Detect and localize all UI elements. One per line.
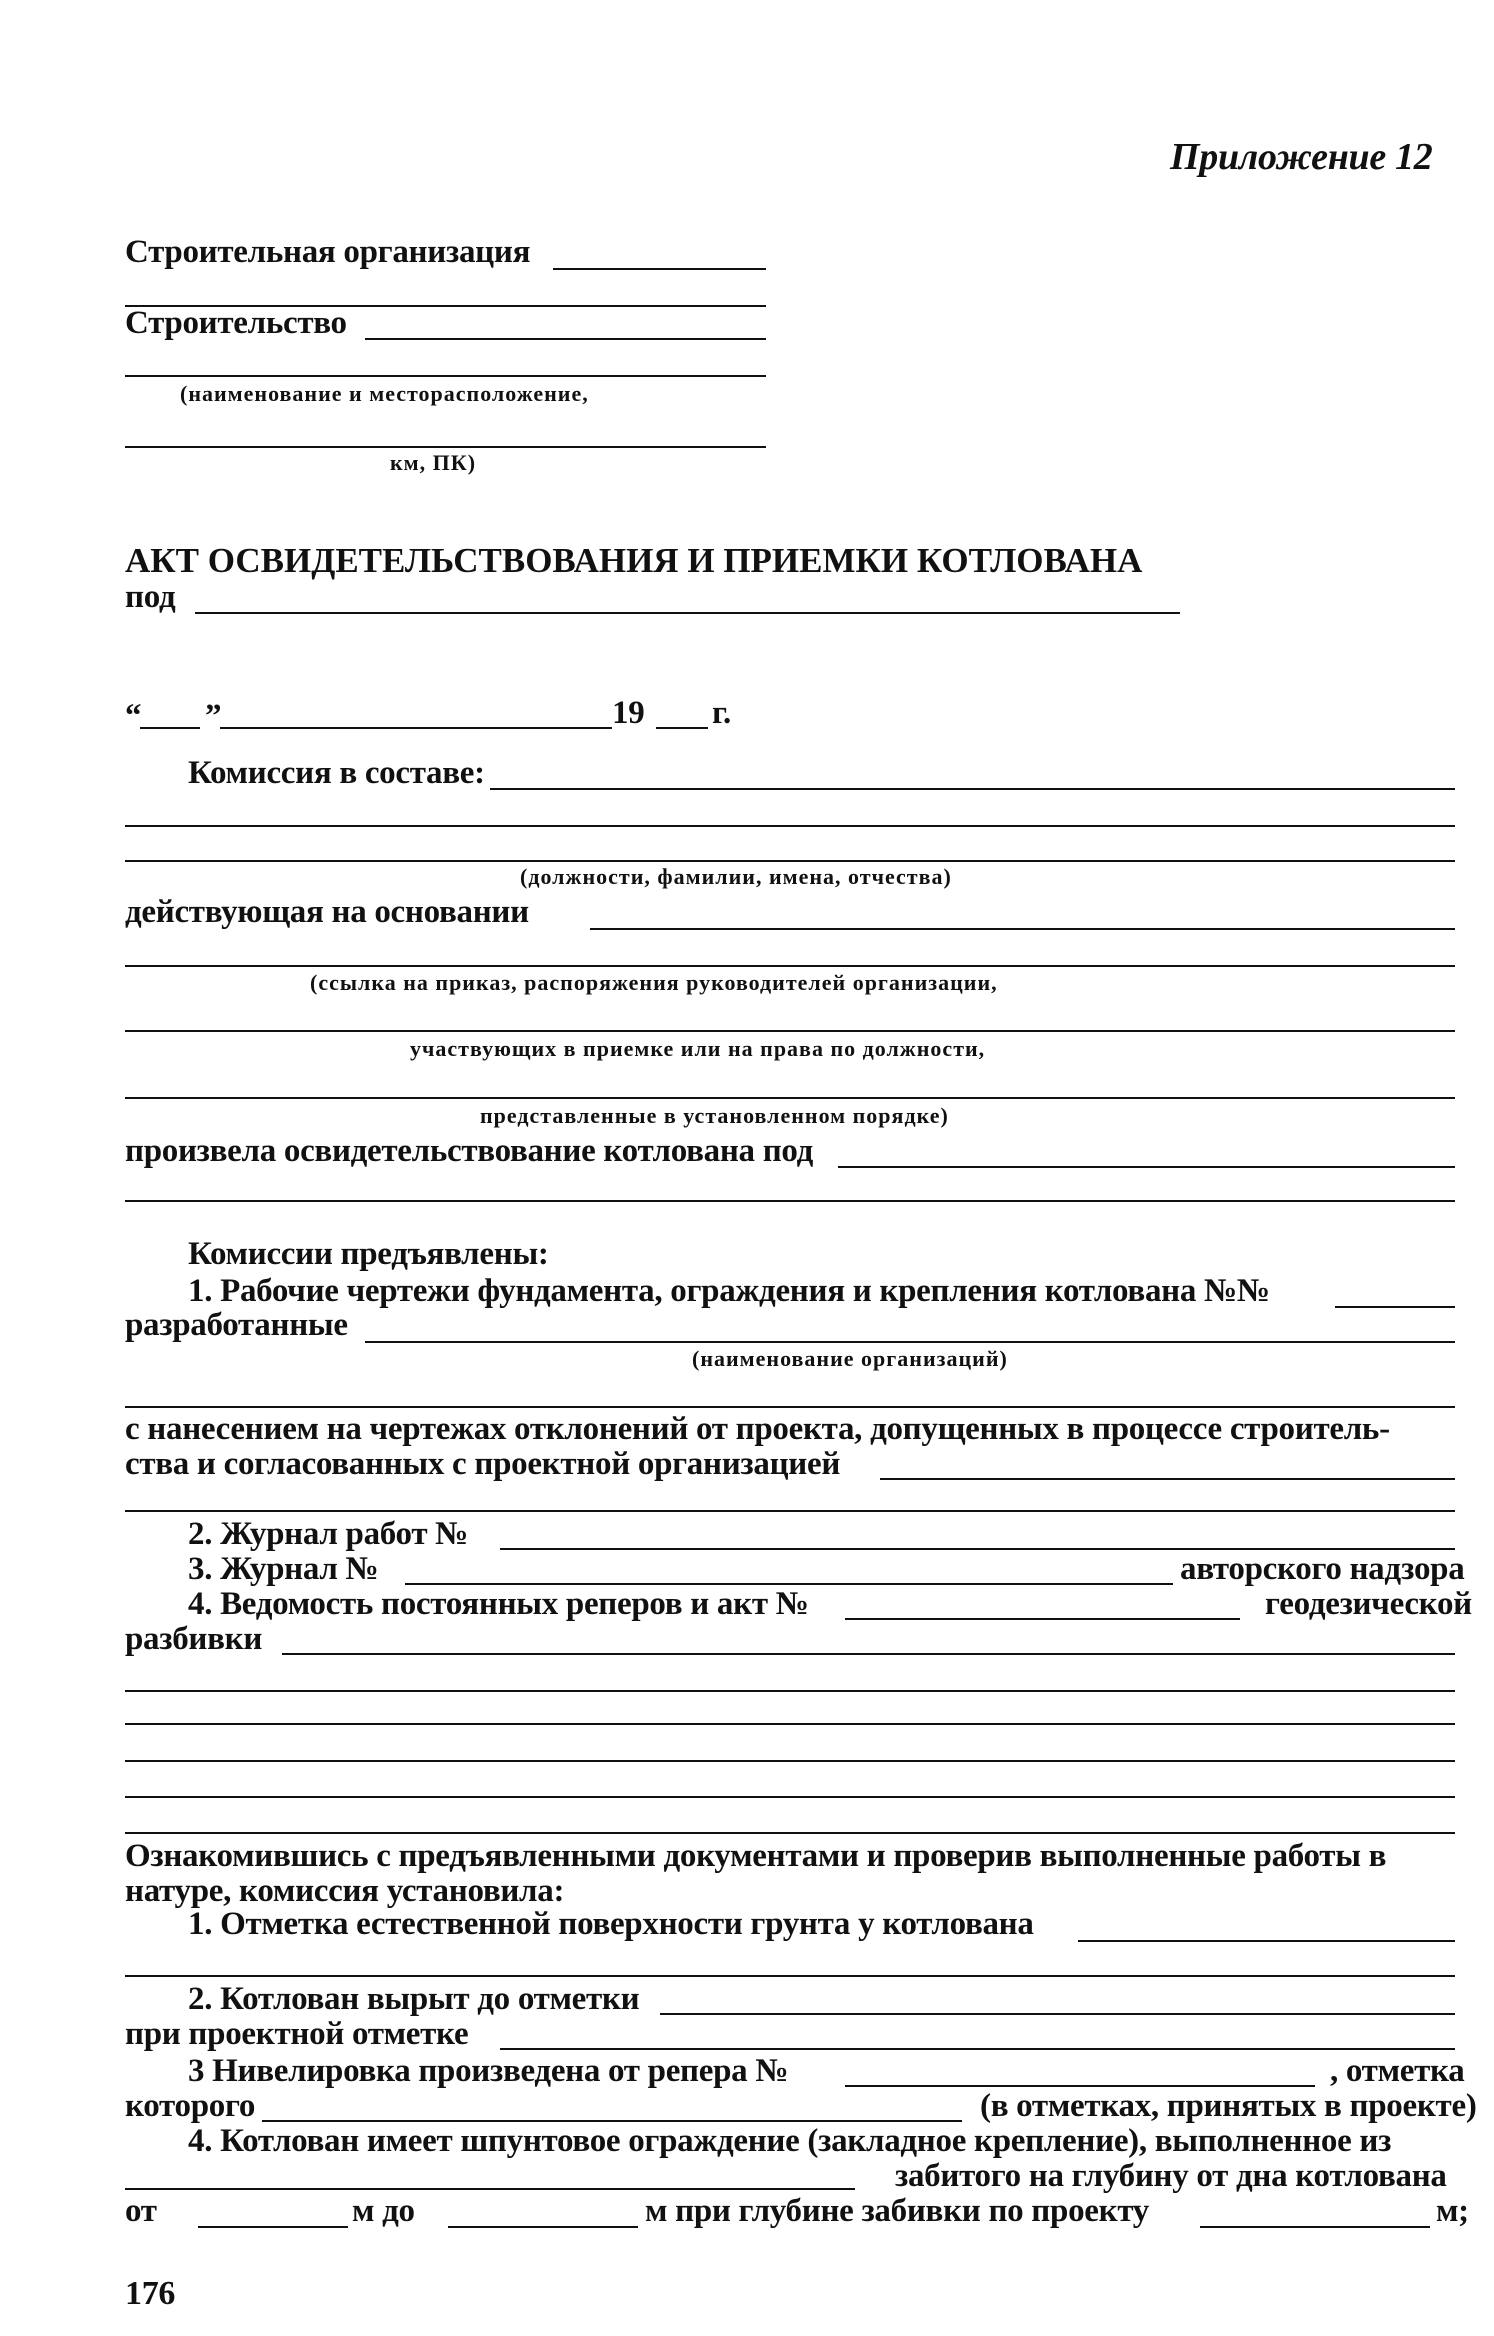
- finding-2: 2. Котлован вырыт до отметки: [188, 1981, 640, 2017]
- drawings-number-field[interactable]: [1335, 1306, 1455, 1308]
- work-log-number-field[interactable]: [500, 1548, 1455, 1550]
- site-field[interactable]: [365, 338, 766, 340]
- acting-line4[interactable]: [125, 1097, 1455, 1099]
- document-title: АКТ ОСВИДЕТЕЛЬСТВОВАНИЯ И ПРИЕМКИ КОТЛОВАНА: [125, 541, 1143, 580]
- documents-item-3: 3. Журнал №: [188, 1551, 379, 1587]
- staking-line5[interactable]: [125, 1796, 1455, 1798]
- inspection-field[interactable]: [838, 1166, 1455, 1168]
- documents-item-4: 4. Ведомость постоянных реперов и акт №: [188, 1586, 809, 1622]
- staking-line6[interactable]: [125, 1832, 1455, 1834]
- org-label: Строительная организация: [125, 234, 531, 270]
- finding-1-line2[interactable]: [125, 1975, 1455, 1977]
- finding-2-design: при проектной отметке: [125, 2016, 469, 2052]
- depth-to-field[interactable]: [448, 2226, 638, 2228]
- design-mark-field[interactable]: [500, 2048, 1455, 2050]
- date-day-field[interactable]: [140, 727, 200, 729]
- organization-caption: (наименование организаций): [692, 1346, 1008, 1371]
- benchmark-number-field[interactable]: [845, 2085, 1315, 2087]
- commission-line2[interactable]: [125, 825, 1455, 827]
- sheet-pile-material-field[interactable]: [125, 2188, 855, 2190]
- act-number-field[interactable]: [845, 1618, 1240, 1620]
- reference-caption-1: (ссылка на приказ, распоряжения руководителей организации,: [310, 970, 998, 995]
- design-depth-field[interactable]: [1200, 2226, 1430, 2228]
- developed-line2[interactable]: [125, 1406, 1455, 1408]
- natural-surface-mark-field[interactable]: [1078, 1940, 1455, 1942]
- date-open-quote: “: [125, 698, 142, 734]
- finding-4-depth: забитого на глубину от дна котлована: [895, 2158, 1447, 2194]
- date-month-field[interactable]: [220, 727, 612, 729]
- staking-line3[interactable]: [125, 1723, 1455, 1725]
- deviations-line2-field[interactable]: [125, 1510, 1455, 1512]
- finding-3: 3 Нивелировка произведена от репера №: [188, 2053, 789, 2089]
- acting-line2[interactable]: [125, 965, 1455, 967]
- findings-intro-2: натуре, комиссия установила:: [125, 1873, 565, 1909]
- documents-item-4-suffix: геодезической: [1265, 1586, 1472, 1622]
- inspection-label: произвела освидетельствование котлована под: [125, 1133, 814, 1169]
- staking-line2[interactable]: [125, 1690, 1455, 1692]
- developed-field[interactable]: [365, 1341, 1455, 1343]
- benchmark-mark-field[interactable]: [262, 2120, 962, 2122]
- date-close-quote: ”: [205, 698, 222, 734]
- log-number-field[interactable]: [405, 1583, 1173, 1585]
- finding-1: 1. Отметка естественной поверхности грунта у котлована: [188, 1906, 1034, 1942]
- site-label: Строительство: [125, 305, 347, 341]
- appendix-label: Приложение 12: [1170, 136, 1433, 178]
- reference-caption-3: представленные в установленном порядке): [480, 1103, 949, 1128]
- documents-heading: Комиссии предъявлены:: [188, 1236, 549, 1272]
- documents-item-4-cont: разбивки: [125, 1621, 263, 1657]
- acting-line3[interactable]: [125, 1030, 1455, 1032]
- staking-line4[interactable]: [125, 1760, 1455, 1762]
- site-field-line2[interactable]: [125, 375, 766, 377]
- depth-from-field[interactable]: [198, 2226, 348, 2228]
- commission-label: Комиссия в составе:: [188, 755, 485, 791]
- title-under-field[interactable]: [195, 612, 1180, 614]
- finding-4: 4. Котлован имеет шпунтовое ограждение (закладное крепление), выполненное из: [188, 2123, 1392, 2159]
- deviations-line-1: с нанесением на чертежах отклонений от проекта, допущенных в процессе строитель-: [125, 1411, 1390, 1447]
- org-field[interactable]: [553, 268, 766, 270]
- date-year-prefix: 19: [612, 695, 645, 731]
- reference-caption-2: участвующих в приемке или на права по должности,: [410, 1036, 986, 1061]
- acting-label: действующая на основании: [125, 894, 529, 930]
- dug-mark-field[interactable]: [660, 2013, 1455, 2015]
- site-caption-2: км, ПК): [390, 450, 477, 475]
- staking-field[interactable]: [282, 1653, 1455, 1655]
- finding-3-note: (в отметках, принятых в проекте): [980, 2088, 1477, 2124]
- developed-label: разработанные: [125, 1307, 348, 1343]
- date-year-suffix: г.: [712, 695, 731, 731]
- site-caption-1: (наименование и месторасположение,: [180, 381, 589, 406]
- findings-intro-1: Ознакомившись с предъявленными документами и проверив выполненные работы в: [125, 1838, 1387, 1874]
- documents-item-2: 2. Журнал работ №: [188, 1516, 469, 1552]
- title-under-label: под: [125, 579, 176, 615]
- commission-field[interactable]: [490, 788, 1455, 790]
- finding-4-to: м до: [352, 2193, 415, 2229]
- finding-4-end: м;: [1436, 2193, 1469, 2229]
- finding-3-suffix: , отметка: [1330, 2053, 1465, 2089]
- finding-3-which: которого: [125, 2088, 256, 2124]
- commission-caption: (должности, фамилии, имена, отчества): [520, 864, 952, 889]
- documents-item-1: 1. Рабочие чертежи фундамента, ограждения и крепления котлована №№: [188, 1273, 1270, 1309]
- acting-field[interactable]: [590, 928, 1455, 930]
- deviations-field[interactable]: [880, 1478, 1455, 1480]
- finding-4-from: от: [125, 2193, 157, 2229]
- finding-4-design: м при глубине забивки по проекту: [645, 2193, 1150, 2229]
- commission-line3[interactable]: [125, 860, 1455, 862]
- date-year-field[interactable]: [656, 727, 708, 729]
- inspection-line2[interactable]: [125, 1200, 1455, 1202]
- deviations-line-2: ства и согласованных с проектной организацией: [125, 1446, 841, 1482]
- documents-item-3-suffix: авторского надзора: [1180, 1551, 1465, 1587]
- site-field-line3[interactable]: [125, 446, 766, 448]
- page-number: 176: [125, 2275, 176, 2312]
